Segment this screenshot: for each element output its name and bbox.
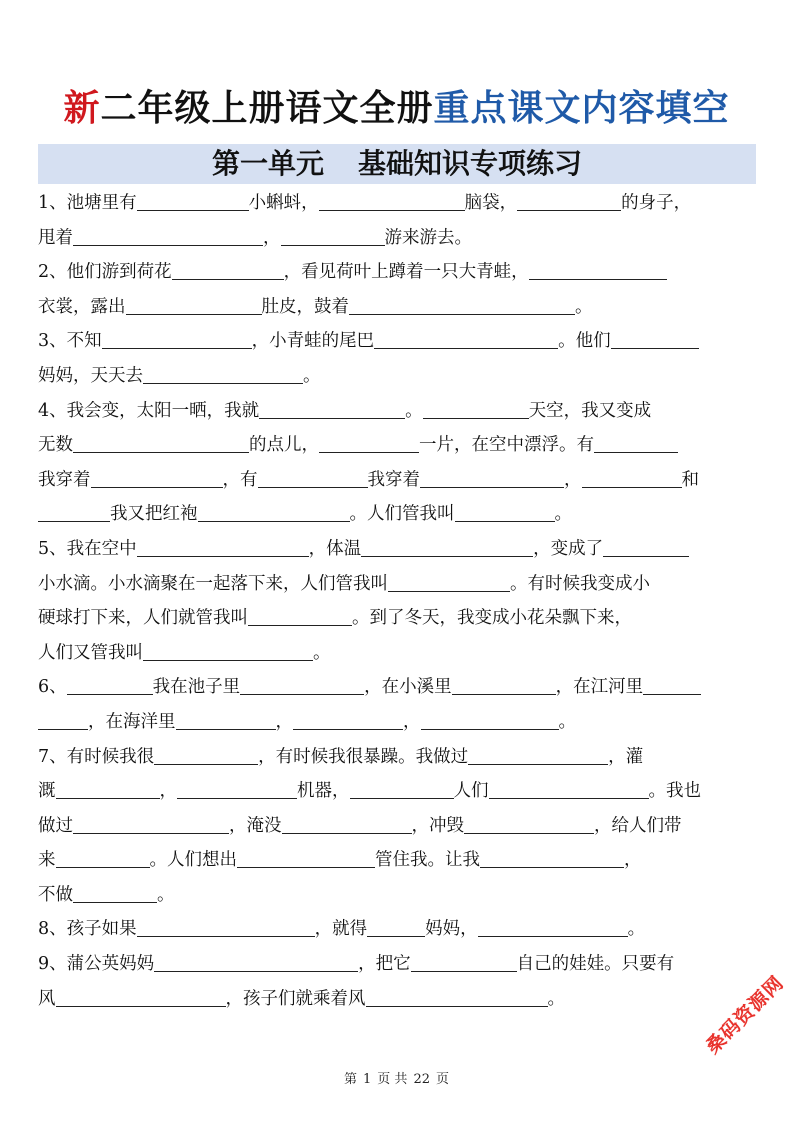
item-text: 我在池子里 [152,677,241,698]
fill-blank[interactable] [319,193,465,211]
item-text: 。人们管我叫 [349,504,455,525]
fill-blank[interactable] [143,366,303,384]
fill-blank[interactable] [38,505,110,523]
item-text: ，在小溪里 [364,677,452,698]
item-text: ，在海洋里 [88,711,176,732]
fill-blank[interactable] [172,263,284,281]
item-text: ，有 [222,469,258,490]
item-text: 风 [38,988,56,1009]
item-text: 。 [547,988,565,1009]
item-text: 4、我会变，太阳一晒，我就 [38,400,260,421]
item-text: 游来游去。 [384,227,472,248]
item-text: ，把它 [358,954,411,975]
fill-blank[interactable] [411,954,517,972]
item-text: 6、 [38,677,67,698]
item-text: 7、有时候我很 [38,746,155,767]
item-text: ， [564,469,582,490]
fill-blank[interactable] [319,436,419,454]
item-text: 。 [554,504,572,525]
fill-blank[interactable] [489,781,649,799]
fill-blank[interactable] [154,954,358,972]
footer-suffix: 页 [435,1072,449,1087]
item-text: 小水滴。小水滴聚在一起落下来，人们管我叫 [38,573,388,594]
total-page-count: 22 [413,1072,430,1087]
unit-heading [38,144,756,184]
exercise-item-3 [38,324,756,393]
item-text: 。 [558,711,576,732]
item-text: 小蝌蚪， [248,193,319,213]
fill-blank[interactable] [137,539,309,557]
fill-blank[interactable] [282,816,412,834]
exercise-item-5 [38,532,756,670]
fill-blank[interactable] [582,470,682,488]
page-footer [0,1068,793,1087]
fill-blank[interactable] [56,989,226,1007]
fill-blank[interactable] [102,332,252,350]
item-text: 。有时候我变成小 [510,573,650,594]
item-text: 。 [575,296,593,317]
exercise-item-8 [38,912,756,947]
exercise-item-7 [38,740,756,913]
fill-blank[interactable] [176,712,276,730]
fill-blank[interactable] [388,574,510,592]
fill-blank[interactable] [240,678,364,696]
fill-blank[interactable] [143,643,313,661]
fill-blank[interactable] [367,920,425,938]
item-text: ，就得 [314,919,368,940]
item-text: 妈妈，天天去 [38,365,143,386]
fill-blank[interactable] [177,781,297,799]
fill-blank[interactable] [423,401,529,419]
item-text: ，灌 [608,746,644,767]
item-text: 的身子， [621,193,692,213]
watermark-stamp: 桑码资源网 [701,971,789,1059]
item-text: ，有时候我很暴躁。我做过 [258,746,469,767]
item-text: 妈妈， [425,919,478,940]
item-text: 。 [303,365,321,386]
fill-blank[interactable] [259,401,405,419]
fill-blank[interactable] [517,193,621,211]
item-text: ， [275,711,293,732]
fill-blank[interactable] [198,505,350,523]
item-text: 溉 [38,781,56,802]
exercise-item-6 [38,670,756,739]
fill-blank[interactable] [38,712,88,730]
fill-blank[interactable] [455,505,555,523]
unit-label: 第一单元 [211,147,324,180]
item-text: 的点儿， [249,435,319,456]
item-text: ，看见荷叶上蹲着一只大青蛙， [283,262,529,283]
fill-blank[interactable] [126,297,262,315]
fill-blank[interactable] [281,228,385,246]
item-text: ， [403,711,421,732]
fill-blank[interactable] [361,539,533,557]
fill-blank[interactable] [478,920,628,938]
item-text: 。 [313,642,331,663]
item-text: 5、我在空中 [38,538,137,559]
fill-blank[interactable] [420,470,564,488]
item-text: 天空，我又变成 [528,400,652,421]
fill-blank[interactable] [452,678,556,696]
item-text: ，变成了 [533,538,604,559]
document-title [0,84,793,134]
item-text: 9、蒲公英妈妈 [38,954,155,975]
fill-blank[interactable] [611,332,699,350]
title-part-new: 新 [63,88,101,129]
item-text: 衣裳，露出 [38,296,126,317]
item-text: 无数 [38,435,73,456]
fill-blank[interactable] [73,228,263,246]
item-text: 肚皮，鼓着 [261,296,349,317]
item-text: 管住我。让我 [375,850,480,871]
unit-subtitle: 基础知识专项练习 [358,147,583,180]
item-text: ，给人们带 [594,815,682,836]
footer-mid: 页 共 [377,1072,408,1087]
exercise-item-4 [38,394,756,532]
item-text: ， [263,227,281,248]
item-text: 和 [681,469,699,490]
item-text: ，淹没 [229,815,282,836]
footer-prefix: 第 [344,1072,358,1087]
fill-blank[interactable] [154,747,258,765]
fill-blank[interactable] [529,263,667,281]
fill-blank[interactable] [248,609,352,627]
exercise-item-1 [38,186,756,255]
item-text: ，冲毁 [411,815,464,836]
fill-blank[interactable] [67,678,153,696]
item-text: ， [159,781,177,802]
fill-blank[interactable] [603,539,689,557]
fill-blank[interactable] [594,436,678,454]
item-text: 一片，在空中漂浮。有 [419,435,594,456]
item-text: 3、不知 [38,331,102,352]
fill-blank[interactable] [374,332,558,350]
item-text: ，孩子们就乘着风 [225,988,366,1009]
fill-blank[interactable] [366,989,548,1007]
item-text: 我穿着 [38,469,91,490]
fill-blank[interactable] [464,816,594,834]
item-text: 脑袋， [464,193,518,213]
fill-blank[interactable] [137,193,249,211]
item-text: 我又把红袍 [110,504,198,525]
fill-blank[interactable] [258,470,368,488]
item-text: ，体温 [308,538,362,559]
item-text: 来 [38,850,56,871]
fill-blank[interactable] [349,297,575,315]
fill-blank[interactable] [293,712,403,730]
fill-blank[interactable] [73,436,249,454]
current-page-number: 1 [363,1072,372,1087]
item-text: 自己的娃娃。只要有 [516,954,675,975]
exercise-list [38,186,756,1016]
item-text: 做过 [38,815,73,836]
title-part-topic: 重点课文内容填空 [433,88,730,129]
exercise-item-9 [38,947,756,1016]
item-text: 。他们 [558,331,611,352]
fill-blank[interactable] [421,712,559,730]
item-text: 。我也 [648,781,701,802]
fill-blank[interactable] [73,885,157,903]
fill-blank[interactable] [237,851,375,869]
item-text: 甩着 [38,227,73,248]
fill-blank[interactable] [56,781,160,799]
fill-blank[interactable] [56,851,150,869]
fill-blank[interactable] [350,781,454,799]
item-text: 机器， [297,781,350,802]
item-text: 8、孩子如果 [38,919,137,940]
item-text: 硬球打下来，人们就管我叫 [38,608,248,629]
item-text: 人们又管我叫 [38,642,143,663]
fill-blank[interactable] [91,470,223,488]
item-text: 。到了冬天，我变成小花朵飘下来， [352,608,632,629]
item-text: 。 [157,884,175,905]
exercise-item-2 [38,255,756,324]
title-part-grade: 二年级上册语文全册 [100,88,434,129]
item-text: 。人们想出 [149,850,237,871]
item-text: ，在江河里 [555,677,644,698]
item-text: 我穿着 [367,469,420,490]
item-text: 。 [405,400,423,421]
item-text: ，小青蛙的尾巴 [251,331,375,352]
fill-blank[interactable] [73,816,229,834]
item-text: 。 [627,919,646,940]
fill-blank[interactable] [137,920,315,938]
fill-blank[interactable] [480,851,624,869]
item-text: 1、池塘里有 [38,193,137,213]
item-text: 不做 [38,884,73,905]
item-text: ， [624,850,642,871]
fill-blank[interactable] [643,678,701,696]
item-text: 2、他们游到荷花 [38,262,172,283]
item-text: 人们 [453,781,489,802]
fill-blank[interactable] [468,747,608,765]
